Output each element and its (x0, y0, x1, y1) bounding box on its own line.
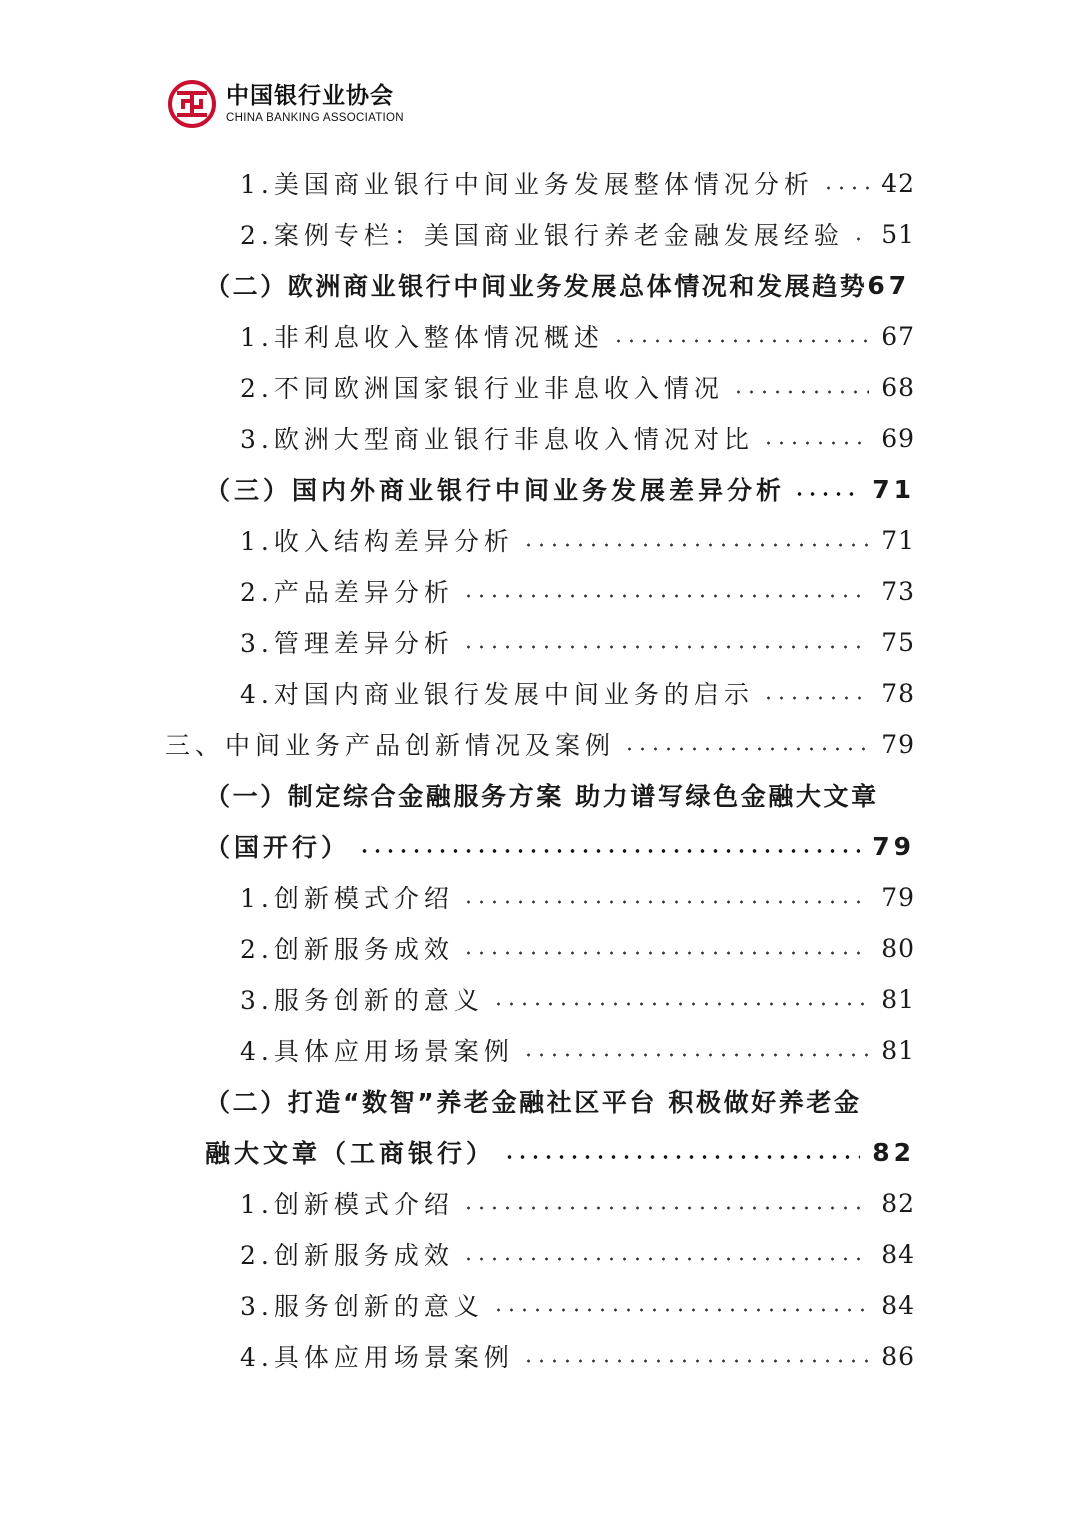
toc-entry[interactable] (205, 1075, 915, 1127)
toc-entry[interactable] (240, 667, 915, 719)
toc-entry-title: 1.创新模式介绍 (240, 1190, 454, 1219)
toc-entry[interactable] (240, 565, 915, 617)
toc-entry-page: 75 (881, 627, 915, 657)
dot-leader (358, 849, 860, 853)
toc-entry-title: 3.服务创新的意义 (240, 1292, 484, 1321)
toc-entry-title: 1.美国商业银行中间业务发展整体情况分析 (240, 170, 814, 199)
toc-entry[interactable] (240, 310, 915, 362)
toc-entry[interactable] (240, 922, 915, 974)
toc-entry[interactable] (240, 361, 915, 413)
toc-entry-page: 71 (872, 474, 915, 504)
dot-leader (623, 747, 869, 751)
toc-entry-title: 1.创新模式介绍 (240, 884, 454, 913)
toc-entry-page: 68 (881, 372, 915, 402)
toc-entry[interactable] (165, 718, 915, 770)
toc-entry-title: 2.创新服务成效 (240, 935, 454, 964)
toc-entry[interactable] (240, 514, 915, 566)
toc-entry[interactable] (205, 463, 915, 515)
toc-entry-title: 3.服务创新的意义 (240, 986, 484, 1015)
toc-entry-title: 2.案例专栏：美国商业银行养老金融发展经验 (240, 221, 844, 250)
toc-entry-title: 3.管理差异分析 (240, 629, 454, 658)
dot-leader (522, 1053, 869, 1057)
dot-leader (503, 1155, 860, 1159)
toc-entry-title: 4.具体应用场景案例 (240, 1343, 514, 1372)
toc-entry[interactable] (240, 871, 915, 923)
dot-leader (462, 645, 869, 649)
dot-leader (462, 1206, 869, 1210)
toc-entry-page: 82 (881, 1188, 915, 1218)
toc-entry[interactable] (240, 1279, 915, 1331)
toc-entry-page: 42 (881, 168, 915, 198)
dot-leader (522, 1359, 869, 1363)
toc-entry-title: 三、中间业务产品创新情况及案例 (165, 731, 616, 760)
toc-entry-title: 2.不同欧洲国家银行业非息收入情况 (240, 374, 724, 403)
toc-entry-page: 67 (881, 321, 915, 351)
dot-leader (462, 1257, 869, 1261)
toc-entry[interactable] (240, 412, 915, 464)
china-banking-association-logo-icon (168, 80, 216, 128)
toc-entry[interactable] (240, 1177, 915, 1229)
dot-leader (462, 951, 869, 955)
toc-entry-page: 79 (881, 882, 915, 912)
toc-entry[interactable] (240, 1330, 915, 1382)
dot-leader (852, 237, 869, 241)
toc-entry-title: （二）欧洲商业银行中间业务发展总体情况和发展趋势 (205, 272, 868, 301)
dot-leader (462, 594, 869, 598)
toc-entry[interactable] (205, 820, 915, 872)
dot-leader (492, 1308, 869, 1312)
toc-entry-page: 79 (881, 729, 915, 759)
toc-entry[interactable] (205, 769, 915, 821)
toc-entry-page: 81 (881, 1035, 915, 1065)
toc-entry-page: 51 (881, 219, 915, 249)
dot-leader (492, 1002, 869, 1006)
toc-entry-page: 81 (881, 984, 915, 1014)
toc-entry-title: 3.欧洲大型商业银行非息收入情况对比 (240, 425, 754, 454)
toc-entry-page: 79 (872, 831, 915, 861)
toc-entry-page: 84 (881, 1239, 915, 1269)
toc-entry[interactable] (205, 1126, 915, 1178)
toc-entry-title: （二）打造“数智”养老金融社区平台 积极做好养老金 (205, 1088, 862, 1117)
toc-entry[interactable] (240, 208, 915, 260)
toc-entry-title: 1.非利息收入整体情况概述 (240, 323, 604, 352)
toc-entry[interactable] (240, 1228, 915, 1280)
toc-entry-title: 4.对国内商业银行发展中间业务的启示 (240, 680, 754, 709)
dot-leader (462, 900, 869, 904)
toc-entry-page: 69 (881, 423, 915, 453)
toc-entry-title: 2.创新服务成效 (240, 1241, 454, 1270)
toc-entry[interactable] (240, 157, 915, 209)
dot-leader (762, 441, 869, 445)
toc-entry-title: 融大文章（工商银行） (205, 1139, 496, 1168)
toc-entry-title: （国开行） (205, 833, 351, 862)
toc-entry-page: 82 (872, 1137, 915, 1167)
toc-entry-page: 78 (881, 678, 915, 708)
toc-entry-page: 73 (881, 576, 915, 606)
toc-entry-title: （一）制定综合金融服务方案 助力谱写绿色金融大文章 (205, 782, 879, 811)
toc-entry-page: 67 (867, 270, 911, 300)
dot-leader (762, 696, 869, 700)
toc-entry-title: 2.产品差异分析 (240, 578, 454, 607)
toc-entry-title: （三）国内外商业银行中间业务发展差异分析 (205, 476, 786, 505)
toc-entry-page: 86 (881, 1341, 915, 1371)
toc-entry-title: 4.具体应用场景案例 (240, 1037, 514, 1066)
document-header (168, 78, 404, 130)
toc-entry-page: 71 (881, 525, 915, 555)
org-name-en: CHINA BANKING ASSOCIATION (226, 112, 404, 124)
toc-entry[interactable] (240, 973, 915, 1025)
toc-entry[interactable] (240, 1024, 915, 1076)
toc-entry-page: 80 (881, 933, 915, 963)
dot-leader (793, 492, 860, 496)
toc-entry[interactable] (240, 616, 915, 668)
dot-leader (822, 186, 869, 190)
org-name-cn: 中国银行业协会 (226, 83, 394, 109)
toc-entry-page: 84 (881, 1290, 915, 1320)
dot-leader (732, 390, 869, 394)
dot-leader (612, 339, 869, 343)
toc-entry[interactable] (205, 259, 930, 311)
org-name-block (226, 83, 404, 125)
toc-entry-title: 1.收入结构差异分析 (240, 527, 514, 556)
dot-leader (522, 543, 869, 547)
